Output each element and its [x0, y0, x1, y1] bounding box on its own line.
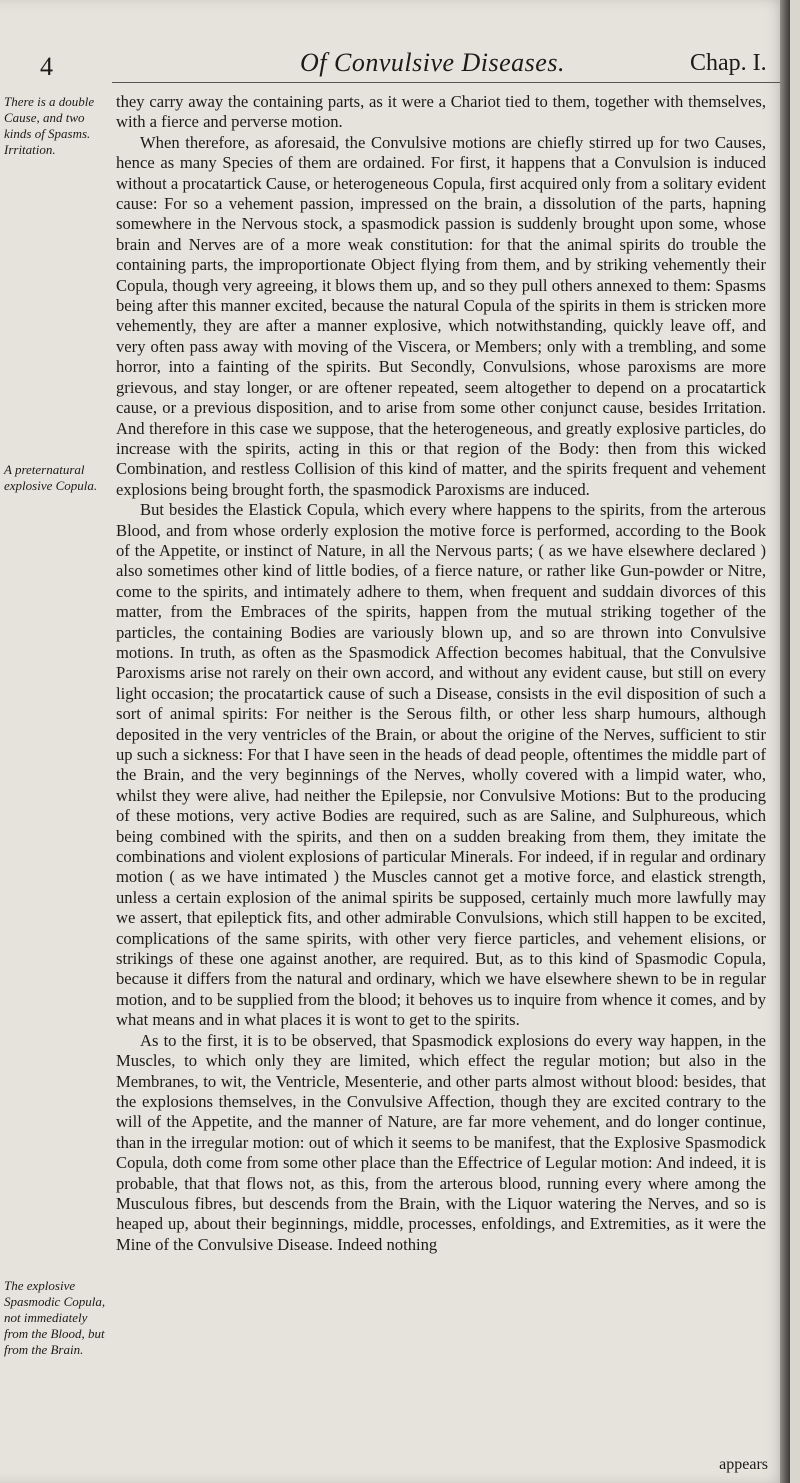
- paragraph: As to the first, it is to be observed, that Spasmodick explosions do every way happen, in the Muscles, to which only they are limited, which effect the regular motion; but also in the Membranes, to wit, the Ventricle, Mesenterie, and other parts almost without blood: besides, that the explosions themselves, in the Convulsive Affection, though they are excited contrary to the will of the Appetite, and the manner of Nature, are far more vehement, and do longer continue, than in the irregular motion: out of which it seems to be manifest, that the Explosive Spasmodick Copula, doth come from some other place than the Effectrice of Legular motion: And indeed, it is probable, that that flows not, as this, from the arterous blood, running every where among the Musculous fibres, but descends from the Brain, with the Liquor watering the Nerves, and so is heaped up, about their beginnings, middle, processes, enfoldings, and Extremities, as it were the Mine of the Convulsive Disease. Indeed nothing: [116, 1030, 766, 1254]
- paragraph: But besides the Elastick Copula, which every where happens to the spirits, from the arterous Blood, and from whose orderly explosion the motive force is performed, according to the Book of the Appetite, or instinct of Nature, in all the Nervous parts; ( as we have elsewhere declared ) also sometimes other kind of little bodies, of a fierce nature, or rather like Gun-powder or Nitre, come to the spirits, and intimately adhere to them, when frequent and suddain divorces of this matter, from the Embraces of the spirits, happen from the mutual striking together of the particles, the containing Bodies are variously blown up, and so are thrown into Convulsive motions. In truth, as often as the Spasmodick Affection becomes habitual, that the Convulsive Paroxisms arise not rarely on their own accord, and without any evident cause, but still on every light occasion; the procatartick cause of such a Disease, consists in the evil disposition of such a sort of animal spirits: For neither is the Serous filth, or other less sharp humours, although deposited in the very ventricles of the Brain, or about the origine of the Nerves, sufficient to stir up such a sickness: For that I have seen in the heads of dead people, oftentimes the middle part of the Brain, and the very beginnings of the Nerves, wholly covered with a limpid water, who, whilst they were alive, had neither the Epilepsie, nor Convulsive Motions: But to the producing of these motions, very active Bodies are required, such as are Saline, and Sulphureous, which being combined with the spirits, and then on a sudden breaking from them, they imitate the combinations and violent explosions of particular Minerals. For indeed, if in regular and ordinary motion ( as we have intimated ) the Muscles cannot get a motive force, and elastick strength, unless a certain explosion of the animal spirits be supposed, certainly much more lawfully may we assert, that epileptick fits, and other admirable Convulsions, which still happen to be excited, complications of the same spirits, with other very fierce particles, and vehement elisions, or strikings of these one against another, are required. But, as to this kind of Spasmodic Copula, because it differs from the natural and ordinary, which we have elsewhere shewn to be in regular motion, and to be supplied from the blood; it behoves us to inquire from whence it comes, and by what means and in what places it is wont to get to the spirits.: [116, 500, 766, 1030]
- running-title: Of Convulsive Diseases.: [300, 48, 565, 77]
- margin-note-double-cause: There is a double Cause, and two kinds of Spasms. Irritation.: [4, 94, 95, 157]
- paragraph: When therefore, as aforesaid, the Convulsive motions are chiefly stirred up for two Causes, hence as many Species of them are ordained. For first, it happens that a Convulsion is induced without a procatartick Cause, or heterogeneous Copula, first acquired only from a solitary evident cause: For so a vehement passion, impressed on the brain, a dissolution of the parts, hapning somewhere in the Nervous stock, a spasmodick passion is suddenly brought upon some, whose brain and Nerves are of a more weak constitution: for that the animal spirits do trouble the containing parts, the improportionate Object flying from them, and by striking vehemently their Copula, though very agreeing, it blows them up, and so they pull others annexed to them: Spasms being after this manner excited, because the natural Copula of the spirits in them is stricken more vehemently, they are after a manner explosive, which notwithstanding, quickly leave off, and very often pass away with moving of the Viscera, or Members; only with a trembling, and some horror, into a fainting of the spirits. But Secondly, Convulsions, whose paroxisms are more grievous, and stay longer, or are oftener repeated, seem altogether to depend on a procatartick cause, or a previous disposition, and to arise from some other conjunct cause, besides Irritation. And therefore in this case we suppose, that the heterogeneous, and greatly explosive particles, do increase with the spirits, acting in this or that region of the Body: then from this wicked Combination, and restless Collision of this kind of matter, and the spirits frequent and vehement explosions being brought forth, the spasmodick Paroxisms are induced.: [116, 132, 766, 499]
- paragraph: they carry away the containing parts, as it were a Chariot tied to them, together with themselves, with a fierce and perverse motion.: [116, 92, 766, 132]
- margin-note-spasmodic-copula: The explosive Spasmodic Copula, not immediately from the Blood, but from the Brain.: [4, 1278, 106, 1357]
- margin-note-explosive-copula: A preternatural explosive Copula.: [4, 462, 98, 493]
- catchword: appears: [719, 1456, 768, 1473]
- page-edge: [780, 0, 790, 1483]
- page-header: [0, 46, 790, 82]
- body-text: [116, 92, 766, 1255]
- page-number: 4: [40, 52, 53, 81]
- header-rule: [112, 82, 780, 83]
- chapter-label: Chap. I.: [690, 50, 767, 76]
